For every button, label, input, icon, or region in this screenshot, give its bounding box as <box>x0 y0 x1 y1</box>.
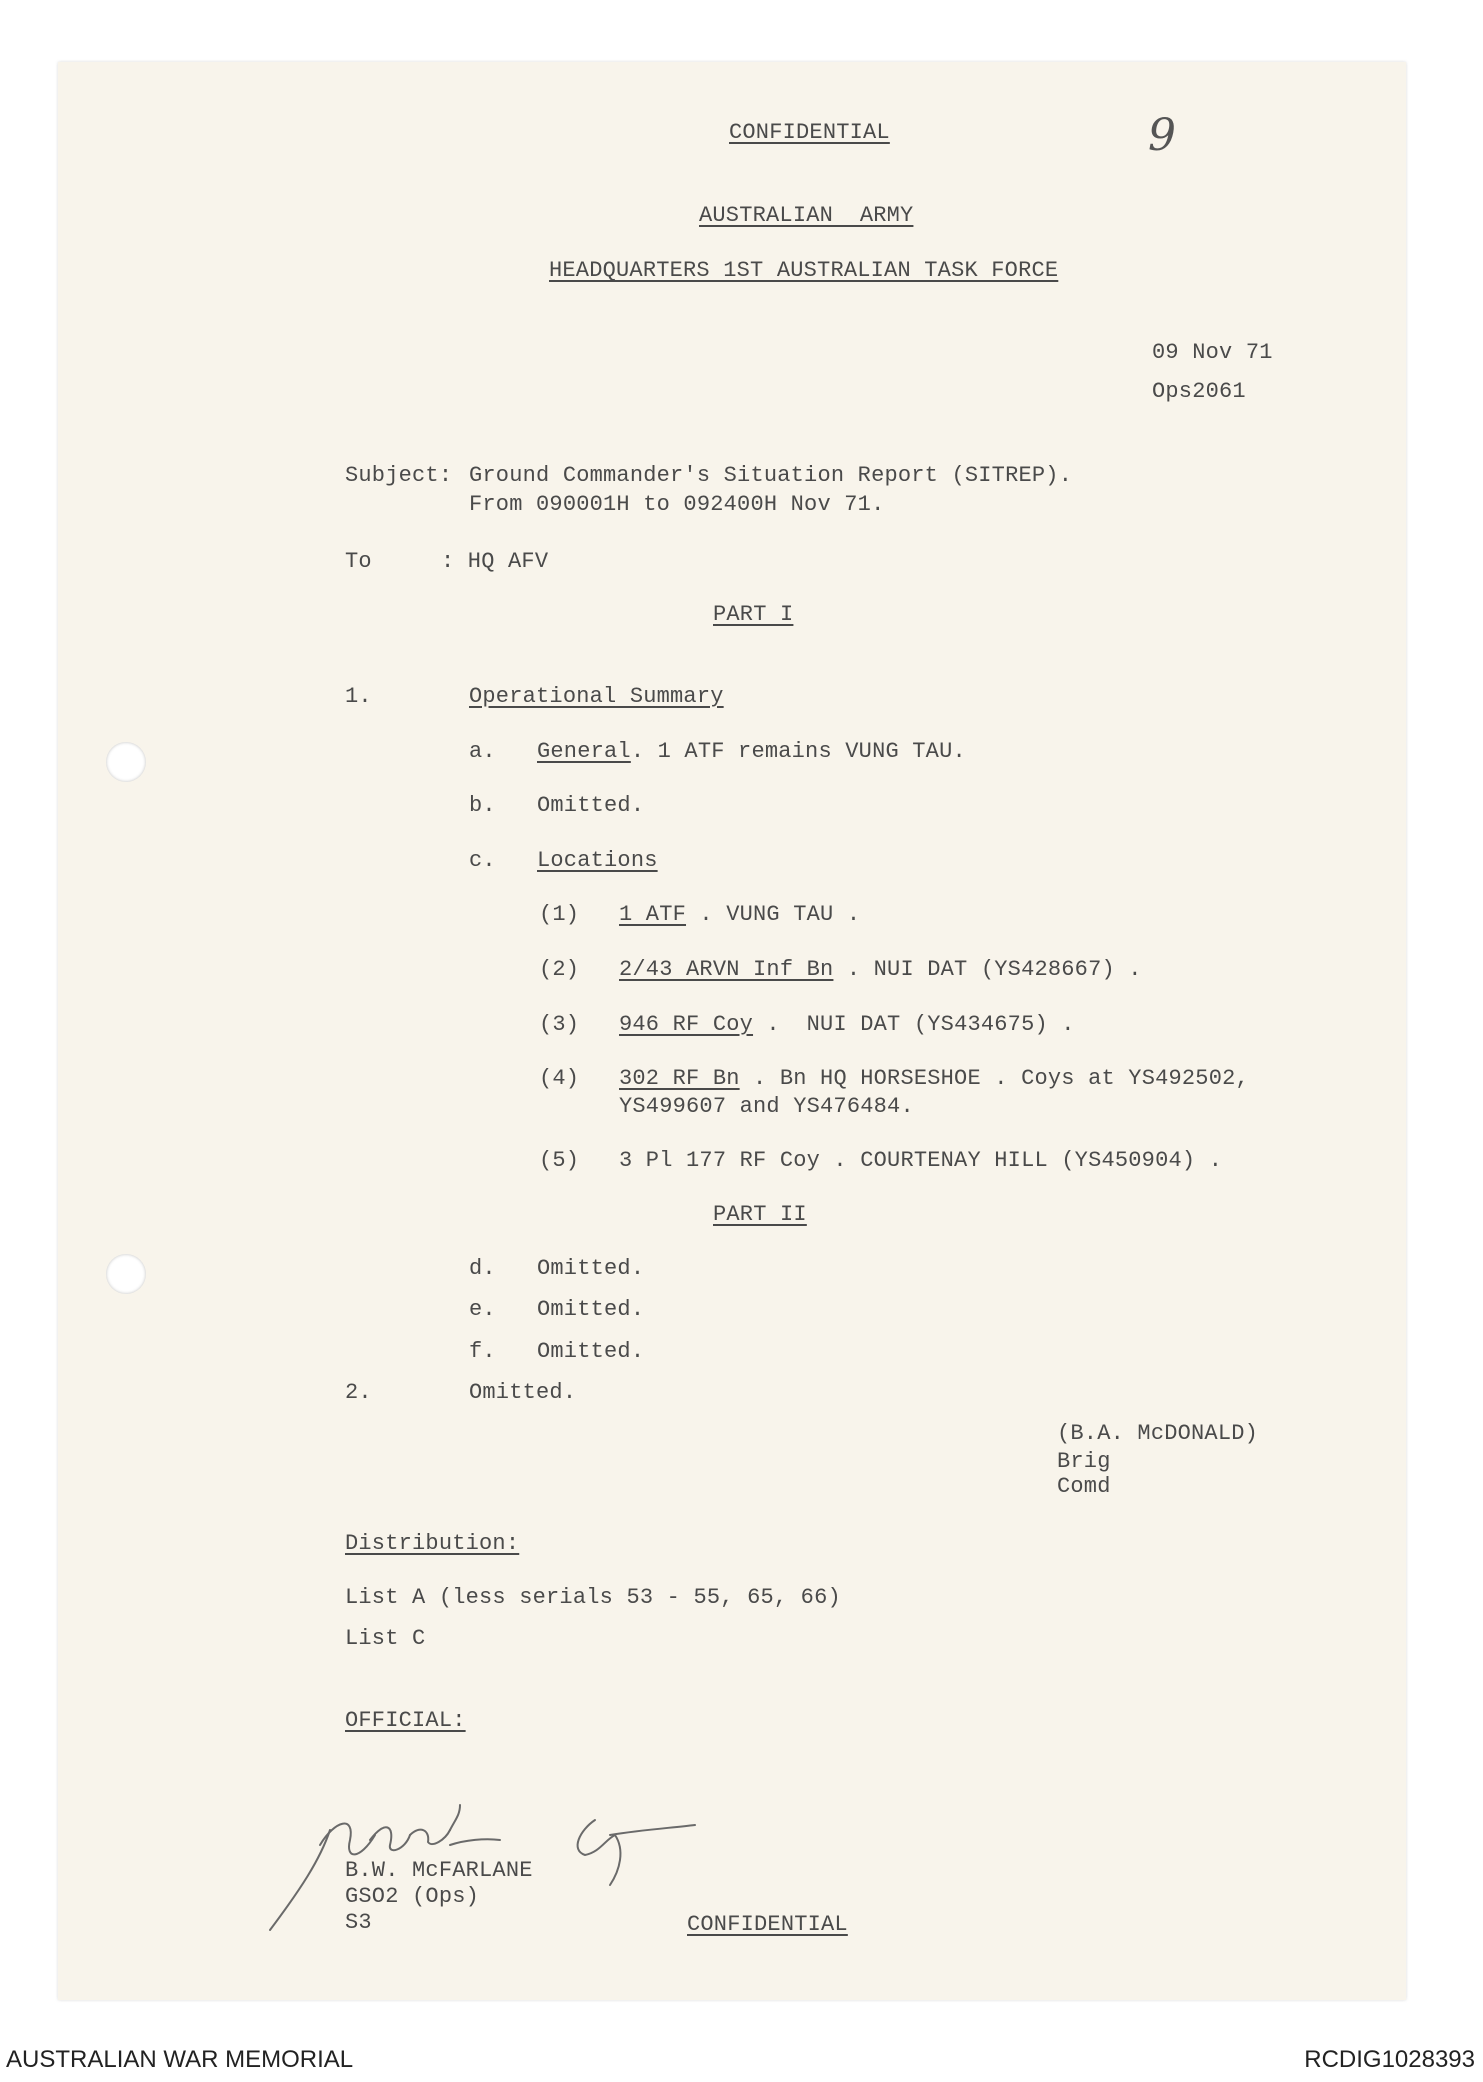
official-signatory-branch: S3 <box>345 1910 372 1935</box>
item-a-text: . 1 ATF remains VUNG TAU. <box>630 739 966 764</box>
item-b-text: Omitted. <box>537 793 645 818</box>
signatory-rank: Brig <box>1057 1449 1111 1474</box>
page-number: 9 <box>1148 110 1176 161</box>
item-d-text: Omitted. <box>537 1256 645 1281</box>
item-c-title: Locations <box>537 848 658 873</box>
item-e-letter: e. <box>469 1297 496 1322</box>
item-c-letter: c. <box>469 848 496 873</box>
signatory-name: (B.A. McDONALD) <box>1057 1421 1259 1446</box>
location-number: (4) <box>539 1066 580 1091</box>
distribution-line-1: List A (less serials 53 - 55, 65, 66) <box>345 1585 841 1610</box>
footer-institution: AUSTRALIAN WAR MEMORIAL <box>6 2046 354 2073</box>
item-f-text: Omitted. <box>537 1339 645 1364</box>
punch-hole <box>106 1254 146 1294</box>
para-2-text: Omitted. <box>469 1380 577 1405</box>
para-1-number: 1. <box>345 684 372 709</box>
location-unit: 946 RF Coy <box>619 1012 754 1037</box>
location-text: 3 Pl 177 RF Coy . COURTENAY HILL (YS450904) . <box>619 1148 1223 1173</box>
location-unit: 302 RF Bn <box>619 1066 740 1091</box>
to-value: : HQ AFV <box>441 549 549 574</box>
item-d-letter: d. <box>469 1256 496 1281</box>
para-1-title: Operational Summary <box>469 684 724 709</box>
to-label: To <box>345 549 372 574</box>
para-2-number: 2. <box>345 1380 372 1405</box>
org-line-1: AUSTRALIAN ARMY <box>699 203 914 228</box>
document-date: 09 Nov 71 <box>1152 340 1273 365</box>
location-entry <box>619 902 860 928</box>
punch-hole <box>106 742 146 782</box>
item-e-text: Omitted. <box>537 1297 645 1322</box>
part-1-heading: PART I <box>713 602 794 627</box>
distribution-label: Distribution: <box>345 1531 520 1556</box>
subject-label: Subject: <box>345 463 453 488</box>
item-a-letter: a. <box>469 739 496 764</box>
org-line-2: HEADQUARTERS 1ST AUSTRALIAN TASK FORCE <box>549 258 1059 283</box>
classification-top: CONFIDENTIAL <box>729 120 890 145</box>
item-a <box>537 739 966 765</box>
location-number: (5) <box>539 1148 580 1173</box>
footer-record-id: RCDIG1028393 <box>1304 2046 1475 2073</box>
location-text: . NUI DAT (YS428667) . <box>833 957 1142 982</box>
official-signatory-name: B.W. McFARLANE <box>345 1858 533 1883</box>
location-text-continued: YS499607 and YS476484. <box>619 1094 914 1119</box>
location-entry <box>619 1066 1249 1092</box>
item-b-letter: b. <box>469 793 496 818</box>
official-label: OFFICIAL: <box>345 1708 466 1733</box>
location-entry <box>619 957 1142 983</box>
location-number: (3) <box>539 1012 580 1037</box>
document-reference: Ops2061 <box>1152 379 1246 404</box>
classification-bottom: CONFIDENTIAL <box>687 1912 848 1937</box>
item-a-title: General <box>537 739 631 764</box>
item-f-letter: f. <box>469 1339 496 1364</box>
location-text: . VUNG TAU . <box>686 902 861 927</box>
location-text: . Bn HQ HORSESHOE . Coys at YS492502, <box>739 1066 1249 1091</box>
location-entry <box>619 1012 1075 1038</box>
subject-line-1: Ground Commander's Situation Report (SITREP). <box>469 463 1073 488</box>
location-text: . NUI DAT (YS434675) . <box>753 1012 1075 1037</box>
location-unit: 2/43 ARVN Inf Bn <box>619 957 834 982</box>
official-signatory-appointment: GSO2 (Ops) <box>345 1884 480 1909</box>
signatory-appointment: Comd <box>1057 1474 1111 1499</box>
distribution-line-2: List C <box>345 1626 426 1651</box>
location-number: (1) <box>539 902 580 927</box>
subject-line-2: From 090001H to 092400H Nov 71. <box>469 492 885 517</box>
location-number: (2) <box>539 957 580 982</box>
location-unit: 1 ATF <box>619 902 687 927</box>
part-2-heading: PART II <box>713 1202 807 1227</box>
